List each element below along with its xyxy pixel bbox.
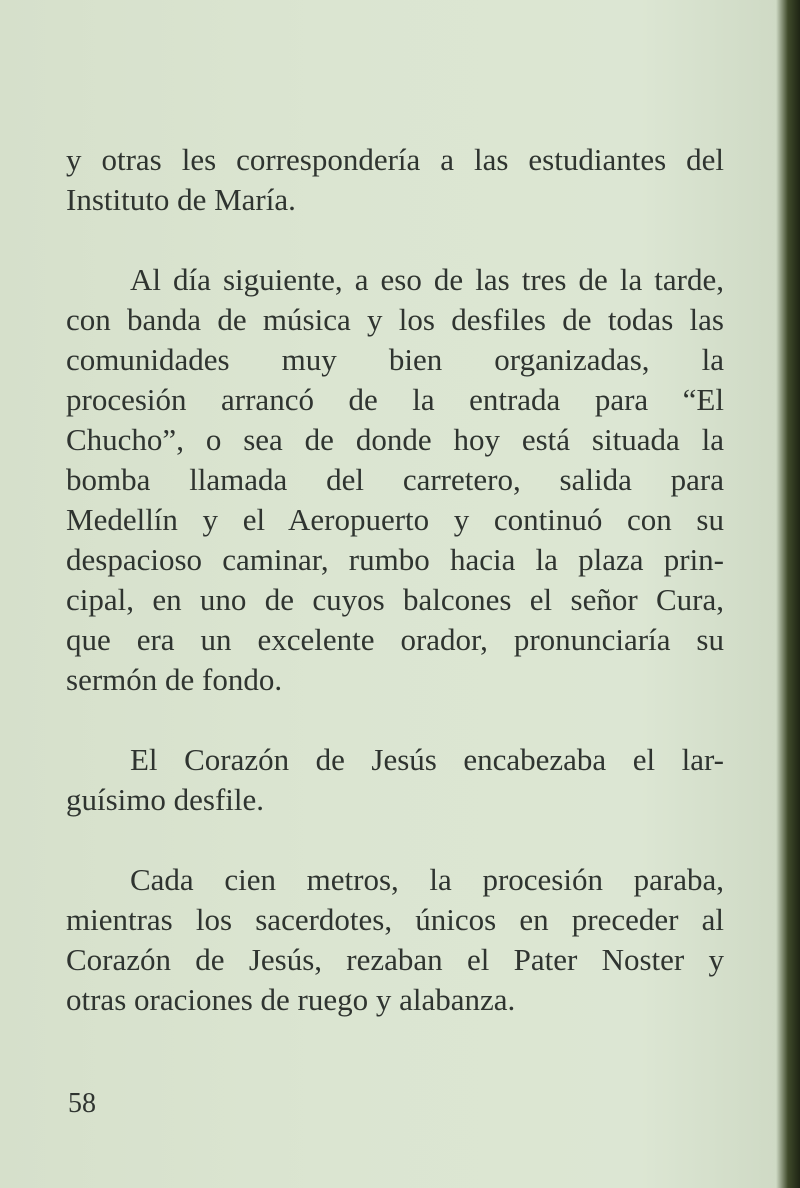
text-line: otras oraciones de ruego y alabanza. (66, 982, 516, 1017)
text-line: sermón de fondo. (66, 662, 283, 697)
text-line: Cada cien metros, la procesión paraba, (130, 862, 724, 897)
text-line: guísimo desfile. (66, 782, 265, 817)
text-line: y otras les correspondería a las estudiantes del (66, 142, 724, 177)
text-line: bomba llamada del carretero, salida para (66, 462, 724, 497)
text-line: que era un excelente orador, pronunciaría su (66, 622, 724, 657)
text-line: Al día siguiente, a eso de las tres de la tarde, (130, 262, 724, 297)
text-line: comunidades muy bien organizadas, la (66, 342, 724, 377)
paragraph-3 (66, 740, 724, 820)
text-line: Instituto de María. (66, 182, 296, 217)
text-line: Medellín y el Aeropuerto y continuó con su (66, 502, 724, 537)
text-line: Corazón de Jesús, rezaban el Pater Noster y (66, 942, 724, 977)
text-line: mientras los sacerdotes, únicos en preceder al (66, 902, 724, 937)
paragraph-1 (66, 140, 724, 220)
paragraph-2 (66, 260, 724, 700)
text-line: cipal, en uno de cuyos balcones el señor Cura, (66, 582, 724, 617)
text-line: El Corazón de Jesús encabezaba el lar- (130, 742, 724, 777)
text-line: Chucho”, o sea de donde hoy está situada la (66, 422, 724, 457)
page-body (66, 140, 724, 1020)
text-line: despacioso caminar, rumbo hacia la plaza prin- (66, 542, 724, 577)
text-line: con banda de música y los desfiles de todas las (66, 302, 724, 337)
paragraph-4 (66, 860, 724, 1020)
text-line: procesión arrancó de la entrada para “El (66, 382, 724, 417)
page-number: 58 (68, 1088, 96, 1119)
